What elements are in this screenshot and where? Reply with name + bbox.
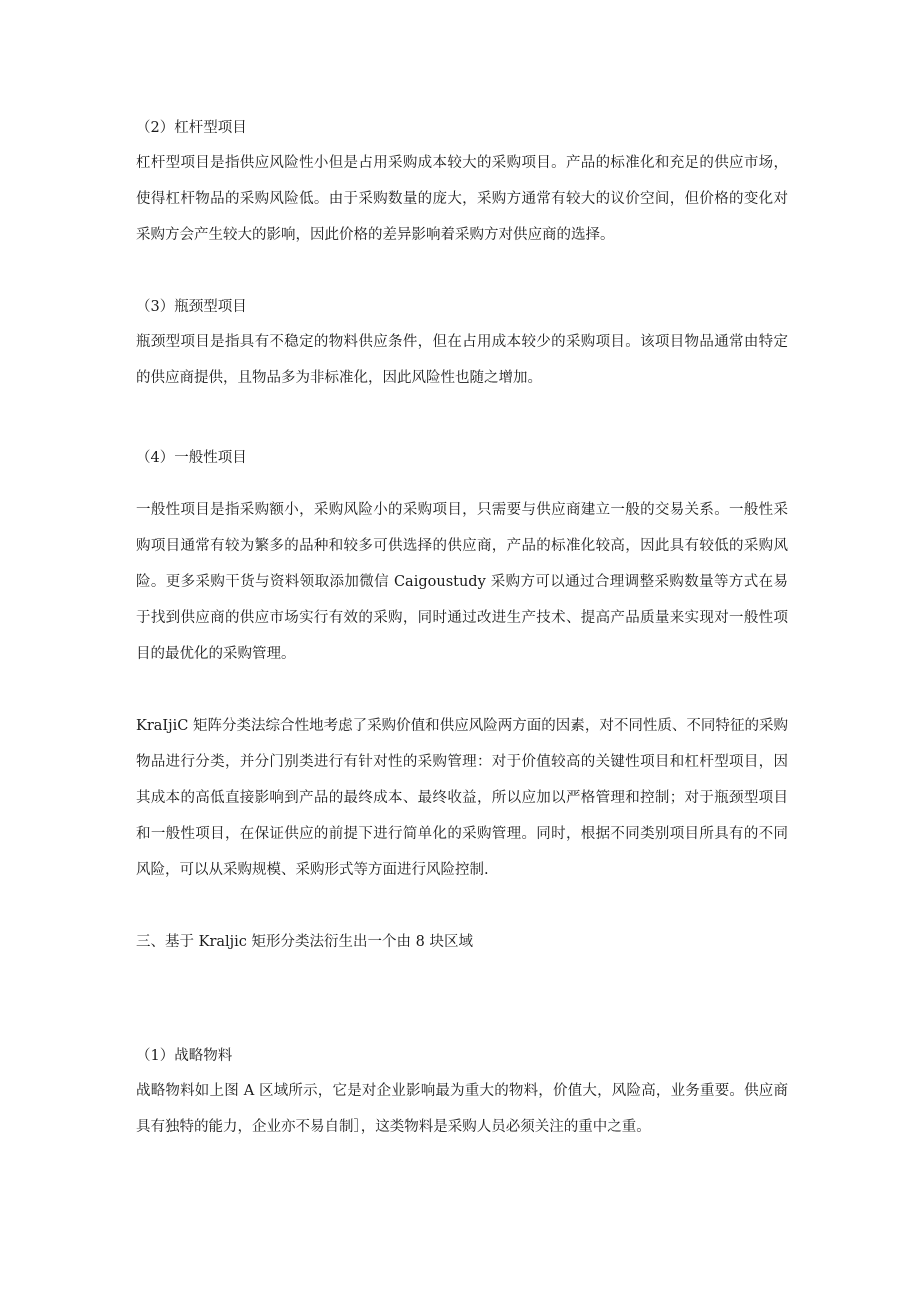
lever-heading: （2）杠杆型项目 — [136, 120, 247, 136]
general-paragraph: 一般性项目是指采购额小，采购风险小的采购项目，只需要与供应商建立一般的交易关系。一般性采购项目通常有较为繁多的品种和较多可供选择的供应商，产品的标准化较高，因此具有较低的采购风险。更多采购干货与资料领取添加微信 Caigoustudy 采购方可以通过合理调整采购数量等方式在易于找到供应商的供应市场实行有效的采购，同时通过改进生产技术、提高产品质量来实现对一般性项目的最优化的采购管理。 — [136, 502, 788, 662]
strategic-paragraph: 战略物料如上图 A 区域所示，它是对企业影响最为重大的物料，价值大，风险高，业务重要。供应商具有独特的能力，企业亦不易自制］，这类物料是采购人员必须关注的重中之重。 — [136, 1083, 788, 1135]
chapter3-heading: 三、基于 Kraljic 矩形分类法衍生出一个由 8 块区域 — [136, 934, 473, 950]
kraljic-summary-paragraph: KraIjiC 矩阵分类法综合性地考虑了采购价值和供应风险两方面的因素，对不同性质、不同特征的采购物品进行分类，并分门别类进行有针对性的采购管理：对于价值较高的关键性项目和杠杆型项目，因其成本的高低直接影响到产品的最终成本、最终收益，所以应加以严格管理和控制；对于瓶颈型项目和一般性项目，在保证供应的前提下进行简单化的采购管理。同时，根据不同类别项目所具有的不同风险，可以从采购规模、采购形式等方面进行风险控制. — [136, 718, 788, 878]
lever-paragraph: 杠杆型项目是指供应风险性小但是占用采购成本较大的采购项目。产品的标准化和充足的供应市场，使得杠杆物品的采购风险低。由于采购数量的庞大，采购方通常有较大的议价空间，但价格的变化对采购方会产生较大的影响，因此价格的差异影响着采购方对供应商的选择。 — [136, 155, 788, 243]
strategic-heading: （1）战略物料 — [136, 1048, 233, 1064]
general-heading: （4）一般性项目 — [136, 450, 247, 466]
bottleneck-heading: （3）瓶颈型项目 — [136, 299, 247, 315]
bottleneck-paragraph: 瓶颈型项目是指具有不稳定的物料供应条件，但在占用成本较少的采购项目。该项目物品通常由特定的供应商提供，且物品多为非标准化，因此风险性也随之增加。 — [136, 334, 788, 386]
